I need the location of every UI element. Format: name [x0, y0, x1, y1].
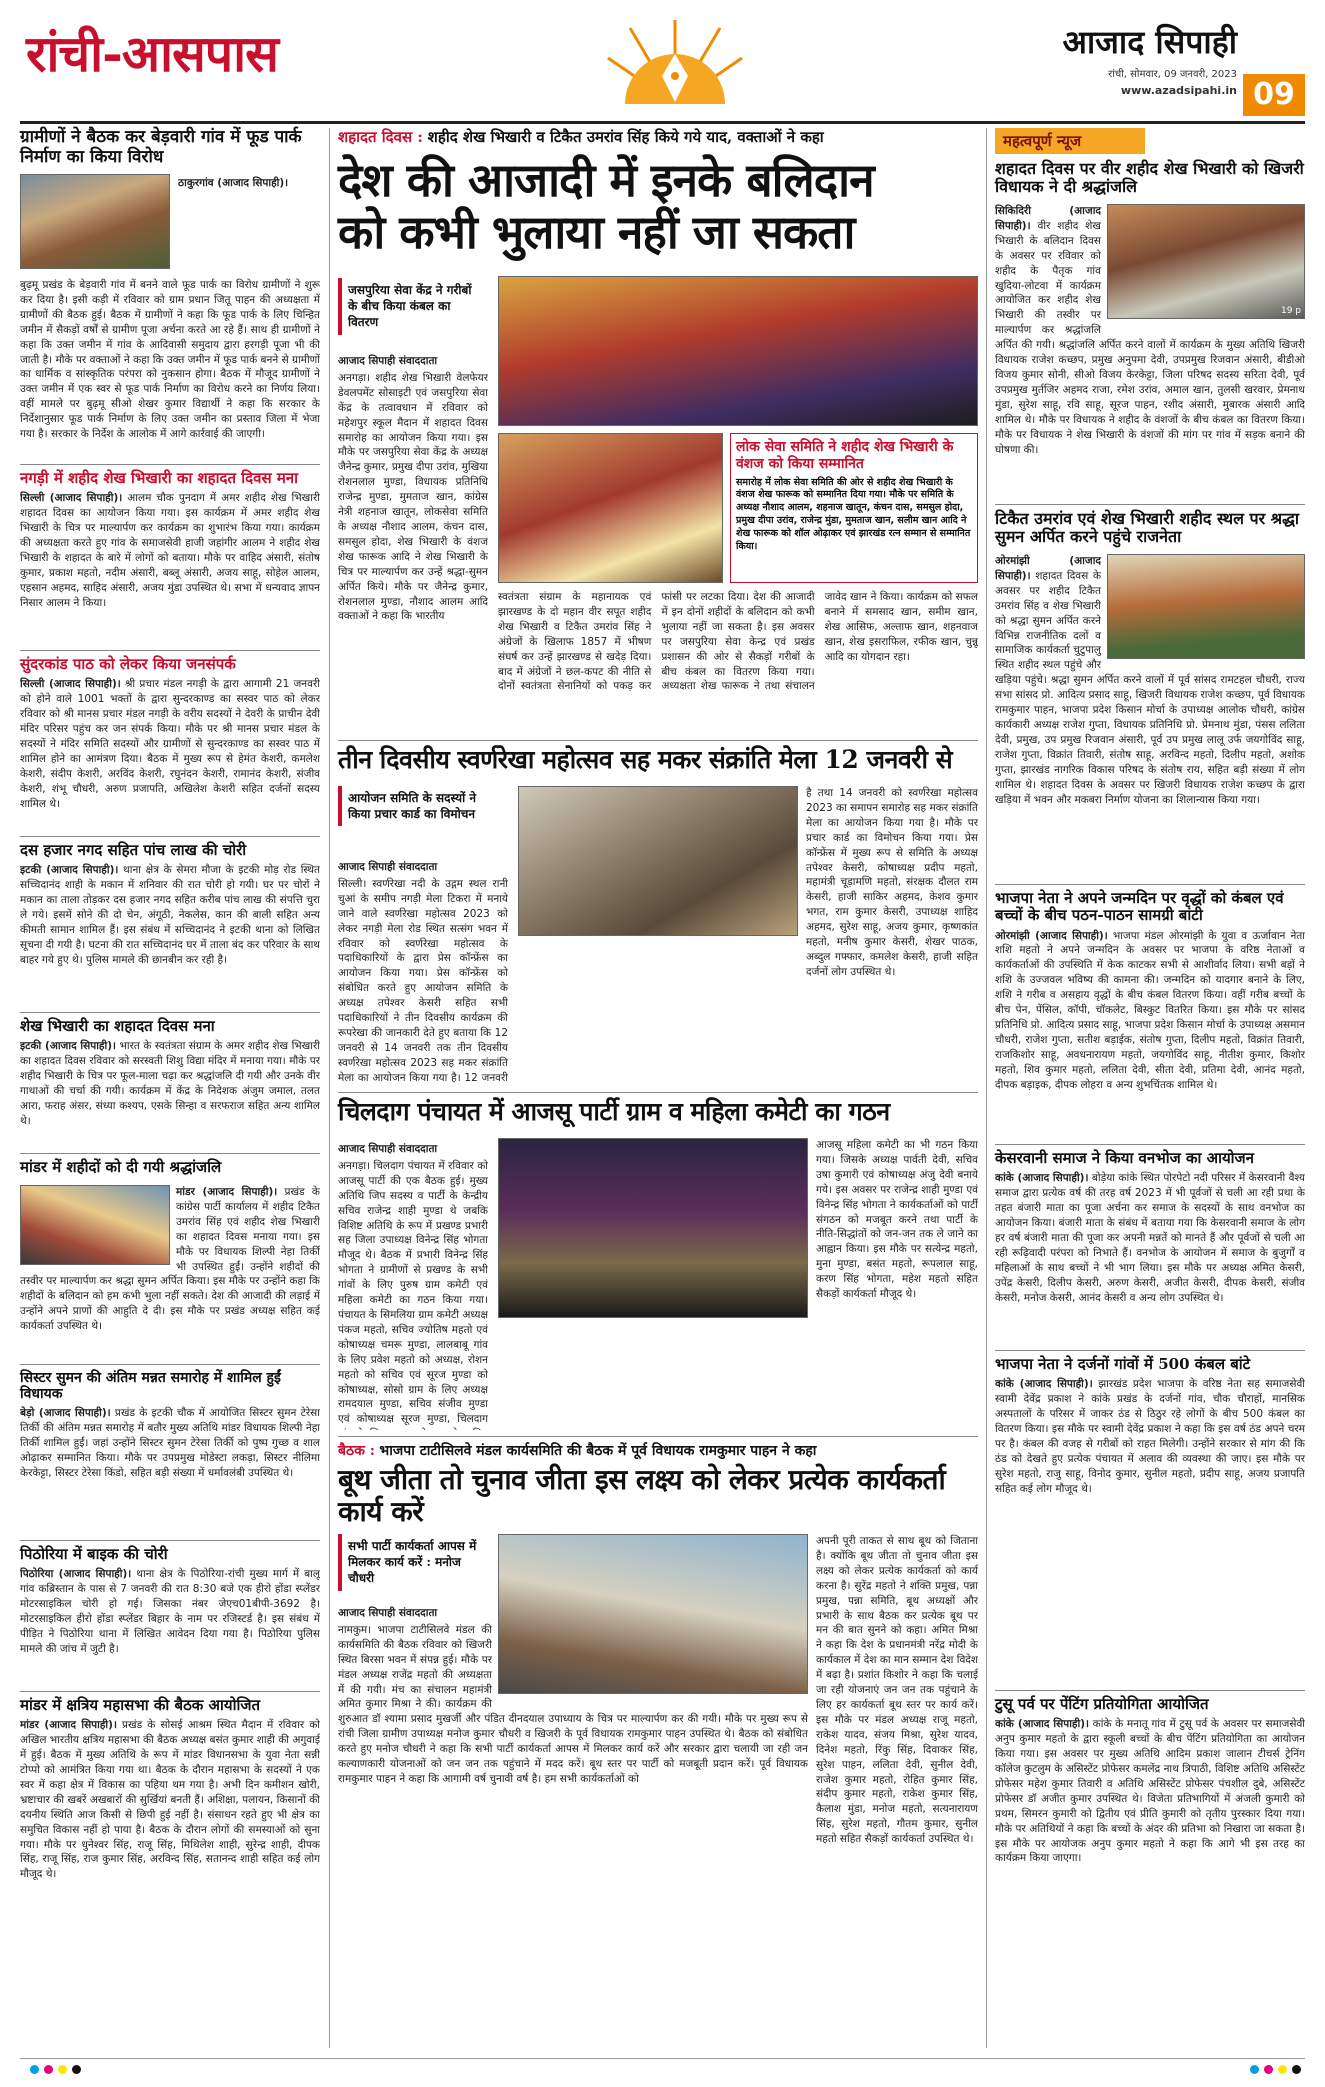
yellow-dot: [58, 2065, 67, 2074]
story-body: मांडर (आजाद सिपाही)। प्रखंड के कांग्रेस पार्टी कार्यालय में शहीद टिकैत उमरांव सिंह एवं शहीद शेख भिखारी का शहादत दिवस मनाया गया। इस मौके पर विधायक शिल्पी नेहा तिर्की भी उपस्थित हुईं। उन्होंने शहीदों की तस्वीर पर माल्यार्पण कर श्रद्धा सुमन अर्पित किया। इस मौके पर उन्होंने कहा कि शहीदों के बलिदान को हम कभी भुला नहीं सकते। देश की आजादी की लड़ाई में उन्होंने अपने प्राणों की आहुति दे दी। इस मौके पर प्रखंड अध्यक्ष सहित कई कार्यकर्ता उपस्थित थे।: [20, 1186, 320, 1333]
brand-name: आजाद सिपाही: [1062, 23, 1237, 61]
divider: [995, 1350, 1305, 1351]
story-theft: [20, 842, 320, 1007]
story-body: ओरमांझी (आजाद सिपाही)। भाजपा मंडल ओरमांझी के युवा व ऊर्जावान नेता शशि महतो ने अपने जन्मदिन के अवसर पर भाजपा के वरिष्ठ नेताओं व कार्यकर्ताओं की उपस्थिति में केक काटकर सभी से आशीर्वाद लिया। सभी बड़ों ने शशि के उज्जवल भविष्य की कामना की। जन्मदिन को यादगार बनाने के लिए, शशि ने गरीब व असहाय वृद्धों के बीच कंबल वितरण किया। वहीं गरीब बच्चों के बीच पेन, पेंसिल, कॉपी, चॉकलेट, बिस्कुट वितरित किया। इस मौके पर सांसद प्रतिनिधि प्रो. आदित्य प्रसाद साहू, भाजपा प्रदेश किसान मोर्चा के उपाध्यक्ष असमान चौधरी, राजेश गुप्ता, सतीश बड़ाईक, संतोष गुप्ता, दिलीप महतो, विक्रांत तिवारी, राजकिशोर साहू, अवधनारायण महतो, जयगोविंद साहू, नीतीश कुमार, किशोर महतो, शिव कुमार महतो, ललिता देवी, सीता देवी, प्रतिमा देवी, आनंद महतो, दीपक बड़ाइक, दीपक लोहरा व अन्य शुभचिंतक शामिल थे।: [995, 929, 1305, 1091]
photo-blanket-distribution: [498, 276, 978, 426]
story-body-b: अपनी पूरी ताकत से साथ बूथ को जिताना है। क्योंकि बूथ जीता तो चुनाव जीता इस लक्ष्य को लेकर प्रत्येक कार्यकर्ता को कार्य करना है। सुरेंद्र महतो ने शक्ति प्रमुख, पन्ना प्रमुख, पन्ना समिति, बूथ अध्यक्षों और प्रभारी के साथ बैठक कर प्रत्येक बूथ पर मन की बात सुनने को कहा। अमित मिश्रा ने कहा कि देश के प्रधानमंत्री नरेंद्र मोदी के कार्यकाल में देश का मान सम्मान देश विदेश में बढ़ा है। प्रशांत किशोर ने कहा कि चलाई जा रही योजनाएं जन जन तक पहुंचाने के लिए हर कार्यकर्ता बूथ स्तर पर कार्य करें। इस मौके पर मंडल अध्यक्ष राजू महतो, राकेश यादव, संजय मिश्रा, सुरेश यादव, दिनेश महतो, रिंकु सिंह, दिवाकर सिंह, सुरेश पाहन, ललिता देवी, सुनील देवी, राजेश कुमार महतो, रोहित कुमार सिंह, संदीप कुमार महतो, राकेश कुमार सिंह, कैलाश मुंडा, मनोज महतो, सत्यनारायण सिंह, सुरेश महतो, गौतम कुमार, सुनील महतो सहित सैकड़ों कार्यकर्ता उपस्थित थे।: [816, 1535, 978, 1846]
divider: [995, 1690, 1305, 1691]
story-nagri-martyr: [20, 470, 320, 645]
story-title: ग्रामीणों ने बैठक कर बेड़वारी गांव में फूड पार्क निर्माण का किया विरोध: [20, 127, 302, 167]
story-bjp-booth: [338, 1442, 978, 2052]
section-title: रांची-आसपास: [26, 24, 278, 83]
story-box: आयोजन समिति के सदस्यों ने किया प्रचार कार्ड का विमोचन: [338, 786, 508, 826]
website-link[interactable]: www.azadsipahi.in: [1120, 84, 1237, 97]
divider: [20, 836, 320, 837]
story-tusu-painting: [995, 1696, 1305, 2052]
story-body: कांके (आजाद सिपाही)। बोड़ेया कांके स्थित पोरपेटो नदी परिसर में केसरवानी वैश्य समाज द्वारा प्रत्येक वर्ष की तरह वर्ष 2023 में भी पूर्वजों से चली आ रही प्रथा के तहत बंजारी माता का पूजा अर्चना कर समाज के सदस्यों के साथ वनभोज का आयोजन किया। बंजारी माता के संबंध में बताया गया कि केसरवानी समाज के लोग हर वर्ष बंजारी माता की पूजा कर अपनी मन्नतें को मानते हैं और पूर्वजों से चली आ रही रूढ़िवादी परंपरा को निभाते हैं। वनभोज के आयोजन में समाज के बुजुर्गों व महिलाओं के साथ बच्चों ने भी भाग लिया। इस मौके पर अध्यक्ष अमित केसरी, उपेंद्र केसरी, दिलीप केसरी, अरुण केसरी, अजीत केसरी, दीपक केसरी, संजीव केसरी, मनोज केसरी, आनंद केसरी व अन्य लोग उपस्थित थे।: [995, 1172, 1305, 1304]
story-title: मांडर में शहीदों को दी गयी श्रद्धांजलि: [20, 1158, 222, 1176]
story-500-blankets: [995, 1356, 1305, 1686]
divider: [20, 1012, 320, 1013]
masthead: [20, 14, 1305, 124]
divider: [20, 1691, 320, 1692]
divider: [20, 1364, 320, 1365]
divider: [338, 1092, 978, 1093]
story-title: टिकैत उमरांव एवं शेख भिखारी शहीद स्थल पर श्रद्धा सुमन अर्पित करने पहुंचे राजनेता: [995, 509, 1300, 547]
story-title: भाजपा नेता ने अपने जन्मदिन पर वृद्धों को कंबल एवं बच्चों के बीच पठन-पाठन सामग्री बांटी: [995, 889, 1284, 925]
story-body-a: आजाद सिपाही संवाददाता सिल्ली। स्वर्णरेखा नदी के उद्गम स्थल रानी चुआं के समीप नगड़ी मेला टिकरा में मनाये जाने वाले स्वर्णरेखा महोत्सव 2023 को लेकर नगड़ी मेला रोड स्थित सत्संग भवन में रविवार को स्वर्णरेखा महोत्सव के पदाधिकारियों के द्वारा प्रेस कॉन्फ्रेंस का आयोजन किया गया। प्रेस कॉन्फ्रेंस को संबोधित करते हुए आयोजन समिति के अध्यक्ष तपेश्वर केसरी सहित सभी पदाधिकारियों ने तीन दिवसीय कार्यक्रम की रूपरेखा की जानकारी देते हुए बताया कि 12 जनवरी से 14 जनवरी तक तीन दिवसीय स्वर्णरेखा महोत्सव 2023 सह मकर संक्रांति मेला का आयोजन किया गया है। 12 जनवरी: [338, 861, 508, 1084]
story-body-a: आजाद सिपाही संवाददाता अनगड़ा। चिलदाग पंचायत में रविवार को आजसू पार्टी की एक बैठक हुई। मुख्य अतिथि जिप सदस्य व पार्टी के केन्द्रीय सचिव राजेन्द्र शाही मुण्डा थे जबकि विशिष्ट अतिथि के रूप में प्रखण्ड प्रभारी सह जिला उपाध्यक्ष विनेन्द्र सिंह भोगता मौजूद थे। बैठक में प्रभारी विनेन्द्र सिंह भोगता ने ग्रामीणों से प्रखण्ड के सभी गांवों के लिए पुरुष ग्राम कमेटी एवं महिला कमेटी का गठन किया गया। पंचायत के सिमलिया ग्राम कमेटी अध्यक्ष पंकज महतो, सचिव ज्योतिष महतो एवं कोषाध्यक्ष चमरू मुण्डा, लालबाबू गांव के लिए प्रवेश महतो को अध्यक्ष, रोशन महतो को सचिव एवं सूरज मुण्डा को कोषाध्यक्ष, सोसो ग्राम के लिए अध्यक्ष रामदयाल मुण्डा, सचिव संजीव मुण्डा एवं कोषाध्यक्ष सूरज मुण्डा, चिलदाग: [338, 1143, 488, 1426]
story-body: सिकिदिरी (आजाद सिपाही)। वीर शहीद शेख भिखारी के बलिदान दिवस के अवसर पर रविवार को शहीद के पैतृक गांव खुदिया-लोटवा में कार्यक्रम आयोजित कर शहीद शेख भिखारी की तस्वीर पर माल्यार्पण कर श्रद्धांजलि अर्पित की गयी। श्रद्धांजलि अर्पित करने वालों में कार्यक्रम के मुख्य अतिथि खिजरी विधायक राजेश कच्छप, प्रमुख अनुपमा देवी, उपप्रमुख रिजवान अंसारी, बीडीओ विजय कुमार सोनी, सीओ विजय केरकेट्टा, जिला परिषद सदस्य सरिता देवी, पूर्व उपप्रमुख मुर्तजिर अहमद राजा, रमेश उरांव, अमाल खान, तुलसी खरवार, प्रेमनाथ मुंडा, सुरेश साहू, रवि साहू, सूरज पाहन, रशीद अंसारी, मुबारक अंसारी आदि शामिल थे। मौके पर विधायक ने शहीद के वंशजों के बीच कंबल का वितरण किया। मौके पर विधायक ने शेख भिखारी के वंशजों की मांग पर गांव में सड़क बनाने की घोषणा की।: [995, 205, 1305, 456]
story-headline: चिलदाग पंचायत में आजसू पार्टी ग्राम व महिला कमेटी का गठन: [338, 1097, 890, 1126]
magenta-dot: [1264, 2065, 1273, 2074]
story-ajsu: [338, 1098, 978, 1430]
story-body: बुढ़मू प्रखंड के बेड़वारी गांव में बनने वाले फूड पार्क का विरोध ग्रामीणों ने शुरू कर दिया है। इसी कड़ी में रविवार को ग्राम प्रधान जितू पाहन की अध्यक्षता में ग्रामीणों की बैठक हुई। बैठक में ग्रामीणों ने कहा कि फूड पार्क के लिए चिन्हित जमीन में सैकड़ों वर्षों से ग्रामीण पूजा अर्चना करते आ रहे हैं। साथ ही ग्रामीणों ने कहा कि उक्त जमीन में गांव के आदिवासी समुदाय द्वारा हरगड़ी पूजा भी की जाती है। मौके पर वक्ताओं ने कहा कि उक्त जमीन में फूड पार्क बनने से ग्रामीणों का धार्मिक व सांस्कृतिक परंपरा को नुकसान होगा। बैठक में मौजूद ग्रामीणों ने उक्त जमीन में एक स्वर से फूड पार्क निर्माण का विरोध करने का निर्णय लिया। वहीं मामले पर बुढ़मू सीओ शेखर कुमार विद्यार्थी ने कहा कि सरकार के निर्देशानुसार फूड पार्क निर्माण के लिए उक्त जमीन का प्रस्ताव जिला में भेजा गया है। सरकार के निर्देश के आलोक में आगे कार्रवाई की जाएगी।: [20, 279, 320, 441]
cyan-dot: [30, 2065, 39, 2074]
photo-tribute-khijri: 19 p: [1107, 204, 1305, 319]
story-title: सुंदरकांड पाठ को लेकर किया जनसंपर्क: [20, 655, 236, 673]
story-deck: बैठक : भाजपा टाटीसिलवे मंडल कार्यसमिति की बैठक में पूर्व विधायक रामकुमार पाहन ने कहा: [338, 1443, 817, 1459]
lead-body-b: स्वतंत्रता संग्राम के महानायक एवं झारखण्ड के दो महान वीर सपूत शहीद शेख भिखारी व टिकैत उमरांव सिंह ने अंग्रेजों के खिलाफ 1857 में भीषण संघर्ष कर उन्हें झारखण्ड से खदेड़ दिया। बाद में अंग्रेजों ने छल-कपट की नीति से दोनों स्वतंत्रता सेनानियों को पकड़ कर फांसी पर लटका दिया। देश की आजादी में इन दोनों शहीदों के बलिदान को कभी भुलाया नहीं जा सकता है। इस अवसर पर जसपुरिया सेवा केन्द्र एवं प्रखंड प्रशासन की ओर से सैकड़ों गरीबों के बीच कंबल का वितरण किया गया। अध्यक्षता शेख फारूक ने तथा संचालन जावेद खान ने किया। कार्यक्रम को सफल बनाने में समसाद खान, समीम खान, शेख आसिफ, अल्ताफ खान, शहनवाज खान, शेख इसराफिल, रफीक खान, चुन्नू आदि का योगदान रहा।: [498, 591, 978, 693]
story-sundarkand: [20, 656, 320, 831]
black-dot: [72, 2065, 81, 2074]
divider: [20, 1540, 320, 1541]
story-title: भाजपा नेता ने दर्जनों गांवों में 500 कंबल बांटे: [995, 1355, 1251, 1373]
divider: [338, 740, 978, 741]
column-divider: [329, 128, 330, 2048]
pen-nib-sun-logo: [600, 14, 750, 104]
yellow-dot: [1278, 2065, 1287, 2074]
story-title: टुसू पर्व पर पेंटिंग प्रतियोगिता आयोजित: [995, 1695, 1209, 1713]
story-title: शहादत दिवस पर वीर शहीद शेख भिखारी को खिजरी विधायक ने दी श्रद्धांजलि: [995, 159, 1304, 197]
story-body: सिल्ली (आजाद सिपाही)। श्री प्रचार मंडल नगड़ी के द्वारा आगामी 21 जनवरी को होने वाले 1001 भक्तों के द्वारा सुन्दरकाण्ड का सस्वर पाठ को लेकर रविवार को श्री मानस प्रचार मंडल नगड़ी के वरीय सदस्यों ने देवरी के प्राचीन देवी मंदिर परिसर पहुंच कर जन संपर्क किया। मौके पर श्री मानस प्रचार मंडल के सदस्यों ने मंदिर समिति सदस्यों और ग्रामीणों से सुन्दरकाण्ड का सस्वर पाठ में शामिल होने का आमंत्रण दिया। बैठक में मुख्य रूप से हेमंत केशरी, कमलेश केशरी, संदीप केशरी, अरविंद केशरी, रघुनंदन केशरी, रामानंद केशरी, संजीव केशरी, शंभू चौधरी, अरुण प्रजापति, अखिलेश केशरी सहित दर्जनों सदस्य शामिल थे।: [20, 678, 320, 810]
photo-ajsu-meeting: [498, 1138, 808, 1318]
story-title: केसरवानी समाज ने किया वनभोज का आयोजन: [995, 1149, 1255, 1167]
cyan-dot: [1250, 2065, 1259, 2074]
story-mandar-tribute: [20, 1159, 320, 1359]
story-body: कांके (आजाद सिपाही)। कांके के मनातू गांव में टुसू पर्व के अवसर पर समाजसेवी अनुप कुमार महतो के द्वारा स्कूली बच्चों के बीच पेंटिंग प्रतियोगिता का आयोजन किया गया। इस अवसर पर मुख्य अतिथि आदिम प्रकाश जालान टीचर्स ट्रेनिंग कॉलेज कुटलुम के असिस्टेंट प्रोफेसर कमलेंद्र नाथ त्रिपाठी, विशिष्ट अतिथि असिस्टेंट प्रोफेसर महेश कुमार तिवारी व अतिथि असिस्टेंट प्रोफेसर पंचशील दुबे, असिस्टेंट प्रोफेसर डॉ अजीत कुमार उपस्थित थे। विजेता प्रतिभागियों में अंजली कुमारी को प्रथम, सिमरन कुमारी को द्वितीय एवं प्रीति कुमारी को तृतीय पुरस्कार दिया गया। मौके पर अतिथियों ने कहा कि बच्चों के अंदर की प्रतिभा को निखारा जा सकता है। इस मौके पर आयोजक अनुप कुमार महतो ने कहा कि आगे भी इस तरह का कार्यक्रम किया जाएगा।: [995, 1718, 1305, 1865]
story-body: सिल्ली (आजाद सिपाही)। आलम चौक पुनदाग में अमर शहीद शेख भिखारी शहादत दिवस का आयोजन किया गया। इस कार्यक्रम में अमर शहीद शेख भिखारी के चित्र पर माल्यार्पण कर कार्यक्रम का शुभारंभ किया गया। कार्यक्रम की अध्यक्षता करते हुए गांव के समाजसेवी हाजी जहांगीर आलम ने शहीद शेख भिखारी के शहादत के बारे में लोगों को बताया। मौके पर वाहिद अंसारी, संतोष कुमार, प्रकाश महतो, नदीम अंसारी, बब्लू अंसारी, अजय साहू, सोहेल आलम, एहसान अहमद, साहिद अंसारी, अजय मुंडा उपस्थित थे। सभा में धन्यवाद ज्ञापन निसार आलम ने किया।: [20, 492, 320, 609]
story-title: सिस्टर सुमन की अंतिम मन्नत समारोह में शामिल हुईं विधायक: [20, 1370, 281, 1403]
story-itki-martyr: [20, 1018, 320, 1148]
story-food-park: [20, 128, 320, 458]
story-title: मांडर में क्षत्रिय महासभा की बैठक आयोजित: [20, 1696, 261, 1714]
lead-headline-line2: को कभी भुलाया नहीं जा सकता: [338, 205, 855, 260]
story-headline: तीन दिवसीय स्वर्णरेखा महोत्सव सह मकर संक्रांति मेला 12 जनवरी से: [338, 745, 953, 774]
story-title: नगड़ी में शहीद शेख भिखारी का शहादत दिवस मना: [20, 469, 298, 487]
divider: [338, 1436, 978, 1437]
divider: [20, 650, 320, 651]
dateline: रांची, सोमवार, 09 जनवरी, 2023: [1108, 69, 1237, 80]
divider: [995, 1144, 1305, 1145]
story-body: इटकी (आजाद सिपाही)। थाना क्षेत्र के सेमरा मौजा के इटकी मोड़ रोड स्थित सच्चिदानंद शाही के मकान में शनिवार की रात चोरी हो गयी। घर पर चोरों ने मकान का ताला तोड़कर दस हजार नगद सहित करीब पांच लाख की संपत्ति चुरा ले गये। इसमें सोने की दो चेन, अंगूठी, नेकलेस, कान की बाली सहित अन्य कीमती सामान शामिल हैं। इस संबंध में सच्चिदानंद ने इटकी थाना को लिखित सूचना दी गयी है। घटना की रात सच्चिदानंद घर में ताला बंद कर परिवार के साथ बाहर गये हुए थे। पुलिस मामले की छानबीन कर रही है।: [20, 864, 320, 966]
story-body: कांके (आजाद सिपाही)। झारखंड प्रदेश भाजपा के वरिष्ठ नेता सह समाजसेवी स्वामी देवेंद्र प्रकाश ने कांके प्रखंड के दर्जनों गांव, चौक चौराहों, मानसिक अस्पतालों के परिसर में जाकर ठंड से ठिठुर रहे लोगों के बीच 500 कंबल का वितरण किया। इस मौके पर स्वामी देवेंद्र प्रकाश ने कहा कि इस वर्ष ठंड अपने चरम पर है। कंबल की वजह से गरीबों को राहत मिलेगी। उन्होंने सरकार से मांग की कि ठंड को देखते हुए प्रत्येक पंचायत में अलाव की व्यवस्था की जाए। इस मौके पर सुरेश महतो, राजु साहू, विनोद कुमार, सुनील महतो, प्रदीप साहू, अजय प्रजापति सहित कई लोग मौजूद थे।: [995, 1378, 1305, 1495]
photo-villagers-meeting: [20, 174, 170, 269]
story-title: पिठोरिया में बाइक की चोरी: [20, 1545, 168, 1563]
story-body-a: आजाद सिपाही संवाददाता नामकुम। भाजपा टाटीसिलवे मंडल की कार्यसमिति की बैठक रविवार को खिजरी स्थित बिरसा भवन में संपन्न हुई। मौके पर मंडल अध्यक्ष राजेंद्र महतो की अध्यक्षता में की गयी। मंच का संचालन महामंत्री अमित कुमार मिश्रा ने की। कार्यक्रम की शुरुआत डॉ श्यामा प्रसाद मुखर्जी और पंडित दीनदयाल उपाध्याय के चित्र पर माल्यार्पण कर की गयी। मौके पर मुख्य रूप से रांची जिला ग्रामीण उपाध्यक्ष मनोज कुमार चौधरी व खिजरी के पूर्व विधायक रामकुमार पाहन उपस्थित थे। बैठक को संबोधित करते हुए मनोज चौधरी ने कहा कि सभी पार्टी कार्यकर्ता आपस में मिलकर कार्य करें और सरकार द्वारा चलायी जा रही जन कल्याणकारी योजनाओं को जन जन तक पहुंचाने में मदद करें। बूथ स्तर पर पार्टी को मजबूती प्रदान करें। पूर्व विधायक रामकुमार पाहन ने कहा कि आगामी वर्ष चुनावी वर्ष है। हम सभी कार्यकर्ताओं को: [338, 1607, 808, 1785]
section-label: महत्वपूर्ण न्यूज: [995, 128, 1145, 154]
black-dot: [1292, 2065, 1301, 2074]
story-kesarwani: [995, 1150, 1305, 1345]
story-body: बेड़ो (आजाद सिपाही)। प्रखंड के इटकी चौक में आयोजित सिस्टर सुमन टेरेसा तिर्की की अंतिम मन्नत समारोह में बतौर मुख्य अतिथि मांडर विधायक शिल्पी नेहा तिर्की शामिल हुईं। जहां उन्होंने सिस्टर सुमन टेरेसा तिर्की को पुष्प गुच्छ व शाल ओढ़ाकर सम्मानित किया। मौके पर उपप्रमुख मोडेस्टा लकड़ा, सिस्टर नीलिमा केरकेट्टा, सिस्टर टेरेसा किंडो, सहित बड़ी संख्या में धर्मावलंबी उपस्थित थे।: [20, 1407, 320, 1479]
story-body: ओरमांझी (आजाद सिपाही)। शहादत दिवस के अवसर पर शहीद टिकैत उमरांव सिंह व शेख भिखारी को श्रद्धा सुमन अर्पित करने विभिन्न राजनीतिक दलों व सामाजिक कार्यकर्ता चुटुपालु स्थित शहीद स्थल पहुंचे और खड़िया पहुंचे। श्रद्धा सुमन अर्पित करने वालों में पूर्व सांसद रामटहल चौधरी, राज्य सभा सांसद प्रो. आदित्य प्रसाद साहू, खिजरी विधायक राजेश कच्छप, पूर्व विधायक रामकुमार पाहन, भाजपा प्रदेश किसान मोर्चा के उपाध्यक्ष आलोक चौधरी, कांग्रेस कार्यकारी अध्यक्ष राजेश गुप्ता, विधायक प्रतिनिधि प्रो. प्रेमनाथ मुंडा, पंसस ललिता देवी, प्रमुख, उप प्रमुख रिजवान अंसारी, पूर्व उप प्रमुख लालू उर्फ जयगोविंद साहू, राजेश गुप्ता, विक्रांत तिवारी, संतोष साहू, अरविन्द महतो, दिलीप महतो, अशोक गुप्ता, झारखंड नागरिक विकास परिषद के संतोष राय, सहित बड़ी संख्या में लोग शामिल थे। शहादत दिवस के अवसर पर खिजरी विधायक राजेश कच्छप के द्वारा खड़िया में भवन और मकबरा निर्माण योजना का शिलान्यास किया गया।: [995, 555, 1305, 806]
story-headline: बूथ जीता तो चुनाव जीता इस लक्ष्य को लेकर प्रत्येक कार्यकर्ता कार्य करें: [338, 1463, 946, 1529]
story-body-b: आजसू महिला कमेटी का भी गठन किया गया। जिसके अध्यक्ष पार्वती देवी, सचिव उषा कुमारी एवं कोषाध्यक्ष अंजु देवी बनाये गये। इस अवसर पर राजेन्द्र शाही मुण्डा एवं विनेन्द्र सिंह भोगता ने कार्यकर्ताओं को पार्टी संगठन को मजबूत करने तथा पार्टी के नीति-सिद्धांतों को जन-जन तक ले जाने का आह्वान किया। इस मौके पर सत्येन्द्र महतो, मुना मुण्डा, बसंत महतो, रूपलाल साहू, करण सिंह भोगता, महेश महतो सहित सैकड़ों कार्यकर्ता मौजूद थे।: [816, 1139, 978, 1301]
story-title: दस हजार नगद सहित पांच लाख की चोरी: [20, 841, 247, 859]
story-dateline-text: ठाकुरगांव (आजाद सिपाही)।: [178, 177, 289, 189]
story-khijri-mla: [995, 160, 1305, 500]
photo-press-conference: [518, 786, 798, 936]
divider: [20, 464, 320, 465]
story-swarnrekha: [338, 746, 978, 1086]
story-kshatriya: [20, 1697, 320, 2052]
magenta-dot: [44, 2065, 53, 2074]
column-divider: [986, 128, 987, 2048]
story-box: सभी पार्टी कार्यकर्ता आपस में मिलकर कार्य करें : मनोज चौधरी: [338, 1534, 488, 1591]
story-body: पिठोरिया (आजाद सिपाही)। थाना क्षेत्र के पिठोरिया-रांची मुख्य मार्ग में बालू गांव कब्रिस्तान के पास से 7 जनवरी की रात 8:30 बजे एक हीरो होंडा स्प्लेंडर मोटरसाइकिल चोरी हो गई। जिसका नंबर जेएच01बीपी-3692 है। मोटरसाइकिल हीरो होंडा स्प्लेंडर बिहार के नाम पर रजिस्टर्ड है। इस संबंध में पीड़ित ने पिठोरिया थाना में लिखित आवेदन दिया गया है। पिठोरिया पुलिस मामले की जांच में जुटी है।: [20, 1568, 320, 1655]
story-bjp-birthday: [995, 890, 1305, 1140]
right-column: [995, 128, 1305, 1865]
story-title: शेख भिखारी का शहादत दिवस मना: [20, 1017, 215, 1035]
lead-body-a: आजाद सिपाही संवाददाता अनगड़ा। शहीद शेख भिखारी वेलफेयर डेवलपमेंट सोसाइटी एवं जसपुरिया सेवा केंद्र के तत्वावधान में रविवार को महेशपुर स्कूल मैदान में शहादत दिवस समारोह का आयोजन किया गया। इस मौके पर जसपुरिया सेवा केंद्र के अध्यक्ष जैनेन्द्र कुमार, प्रमुख दीपा उरांव, मुखिया रोशनलाल मुण्डा, विधायक प्रतिनिधि राजेन्द्र मुण्डा, मुमताज खान, कांग्रेस नेत्री शहनाज खातून, लोकसेवा समिति के अध्यक्ष नौशाद आलम, कंचन दास, समसुल होदा, शेख भिखारी के वंशज शेख फारूक आदि ने शेख भिखारी के चित्र पर माल्यार्पण कर उन्हें श्रद्धा-सुमन अर्पित किये। मौके पर जैनेन्द्र कुमार, रोशनलाल मुण्डा, नौशाद आलम आदि वक्ताओं ने कहा कि भारतीय: [338, 355, 488, 623]
divider: [20, 1153, 320, 1154]
print-registration-strip: [20, 2058, 1305, 2078]
lead-box-honour: लोक सेवा समिति ने शहीद शेख भिखारी के वंशज को किया सम्मानित समारोह में लोक सेवा समिति की ओर से शहीद शेख भिखारी के वंशज शेख फारूक को सम्मानित दिया गया। मौके पर समिति के अध्यक्ष नौशाद आलम, शहनाज खातून, कंचन दास, समसुल होदा, प्रमुख दीपा उरांव, राजेन्द्र मुंडा, मुमताज खान, सलीम खान आदि ने शेख फारूक को शॉल ओढ़ाकर एवं झारखंड रत्न सम्मान से सम्मानित किया।: [730, 433, 978, 583]
story-tikait-umrao: [995, 510, 1305, 880]
page-number: 09: [1243, 74, 1305, 116]
lead-headline-line1: देश की आजादी में इनके बलिदान: [338, 152, 874, 207]
story-body: मांडर (आजाद सिपाही)। प्रखंड के सोसई आश्रम स्थित मैदान में रविवार को अखिल भारतीय क्षत्रिय महासभा की बैठक अध्यक्ष बसंत कुमार शाही की अगुवाई में हुई। बैठक में मुख्य अतिथि के रूप में मांडर विधानसभा के युवा नेता सन्नी टोप्पो को आमंत्रित किया गया था। बैठक के दौरान महासभा के सदस्यों ने एक स्वर में कहा क्षेत्र में विकास का पहिया थम गया है। अभी दिन कमीशन खोरी, भ्रष्टाचार की खबरें अखबारों की सुर्खियां बनती हैं। अशिक्षा, पलायन, किसानों की दयनीय स्थिति आज किसी से छिपी हुई नहीं है। संसाधन रहते हुए भी क्षेत्र का समुचित विकास नहीं हो पाया है। बैठक के दौरान लोगों की समस्याओं को सुना गया। मौके पर धुनेश्वर सिंह, राजू सिंह, मिथिलेश शाही, सुरेन्द्र शाही, दीपक सिंह, राजू सिंह, राज कुमार सिंह, अरविन्द सिंह, सतानन्द शाही सहित कई लोग मौजूद थे।: [20, 1719, 320, 1881]
divider: [995, 504, 1305, 505]
lead-deck: शहादत दिवस : शहीद शेख भिखारी व टिकैत उमरांव सिंह किये गये याद, वक्ताओं ने कहा: [338, 128, 824, 146]
story-bike-theft: [20, 1546, 320, 1686]
story-body: इटकी (आजाद सिपाही)। भारत के स्वतंत्रता संग्राम के अमर शहीद शेख भिखारी का शहादत दिवस रविवार को सरस्वती शिशु विद्या मंदिर में मनाया गया। मौके पर शहीद भिखारी के चित्र पर फूल-माला चढ़ा कर श्रद्धांजलि दी गयी और उनके वीर गाथाओं की चर्चा की गयी। कार्यक्रम में केंद्र के निदेशक अंजुम जमाल, तलत आरा, फराह अंसर, संध्या कश्यप, एसके सिन्हा व सरफराज सहित अन्य शामिल थे।: [20, 1040, 320, 1127]
story-body-b: है तथा 14 जनवरी को स्वर्णरेखा महोत्सव 2023 का समापन समारोह सह मकर संक्रांति मेला का आयोजन किया गया है। मौके पर प्रचार कार्ड का विमोचन किया गया। प्रेस कॉन्फ्रेंस में मुख्य रूप से समिति के अध्यक्ष तपेश्वर केसरी, कोषाध्यक्ष प्रदीप महतो, महामंत्री चूड़ामणि महतो, संरक्षक दौलत राम केसरी, हाजी साकिर अहमद, केशव कुमार भगत, राम कुमार केसरी, उपाध्यक्ष शाहिद अहमद, सुरेश साहू, अजय कुमार, कृष्णकांत महतो, मनीष कुमार केसरी, शेखर पाठक, अब्दुल गफ्फार, कमलेश केसरी, हाजी सहित दर्जनों लोग उपस्थित थे।: [806, 787, 978, 978]
story-sister-suman: [20, 1370, 320, 1535]
lead-box-blanket: जसपुरिया सेवा केंद्र ने गरीबों के बीच किया कंबल का वितरण: [338, 278, 488, 335]
divider: [995, 884, 1305, 885]
photo-honour-ceremony: [498, 433, 723, 583]
